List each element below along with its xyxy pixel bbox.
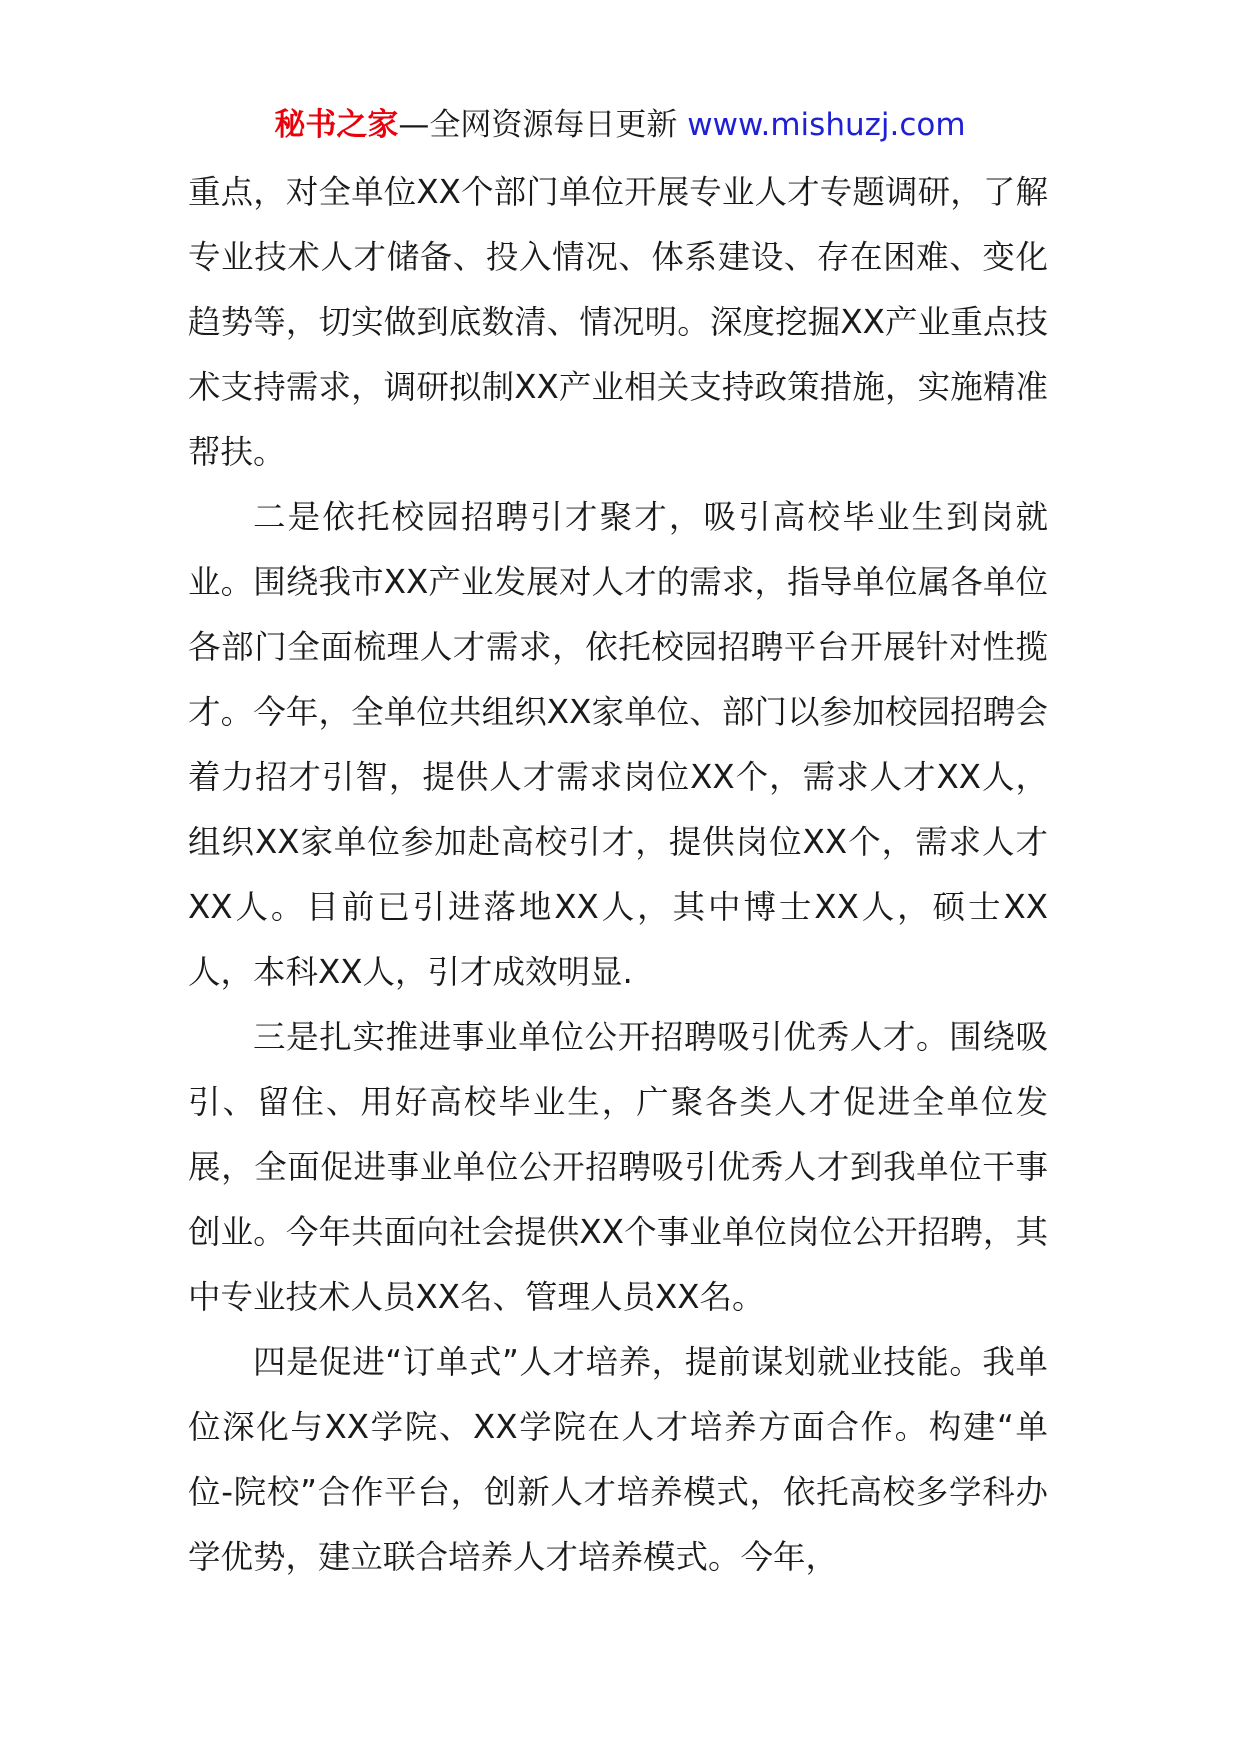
paragraph-1: 重点，对全单位XX个部门单位开展专业人才专题调研，了解专业技术人才储备、投入情况、体系建设、存在困难、变化趋势等，切实做到底数清、情况明。深度挖掘XX产业重点技术支持需求，调研拟制XX产业相关支持政策措施，实施精准帮扶。 (188, 173, 1048, 471)
paragraph-3: 三是扎实推进事业单位公开招聘吸引优秀人才。围绕吸引、留住、用好高校毕业生，广聚各类人才促进全单位发展，全面促进事业单位公开招聘吸引优秀人才到我单位干事创业。今年共面向社会提供XX个事业单位岗位公开招聘，其中专业技术人员XX名、管理人员XX名。 (188, 1018, 1048, 1316)
page-header (0, 100, 1240, 150)
paragraph-2: 二是依托校园招聘引才聚才，吸引高校毕业生到岗就业。围绕我市XX产业发展对人才的需求，指导单位属各单位各部门全面梳理人才需求，依托校园招聘平台开展针对性揽才。今年，全单位共组织XX家单位、部门以参加校园招聘会着力招才引智，提供人才需求岗位XX个，需求人才XX人，组织XX家单位参加赴高校引才，提供岗位XX个，需求人才XX人。目前已引进落地XX人，其中博士XX人，硕士XX人，本科XX人，引才成效明显. (188, 498, 1048, 991)
document-body (188, 160, 1048, 1590)
paragraph-4: 四是促进“订单式”人才培养，提前谋划就业技能。我单位深化与XX学院、XX学院在人才培养方面合作。构建“单位-院校”合作平台，创新人才培养模式，依托高校多学科办学优势，建立联合培养人才培养模式。今年， (188, 1343, 1048, 1576)
brand-name: 秘书之家 (274, 107, 399, 143)
site-url-link[interactable]: www.mishuzj.com (687, 107, 966, 143)
header-slogan: —全网资源每日更新 (398, 107, 688, 143)
